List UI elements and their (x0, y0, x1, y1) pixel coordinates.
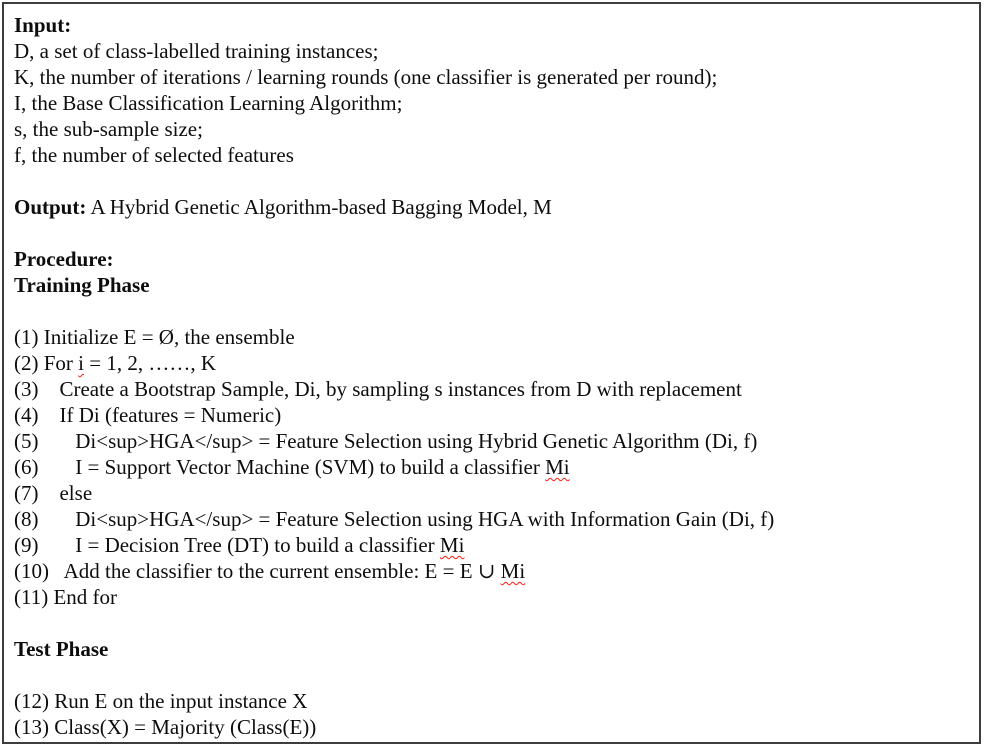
step-text: (8) Di<sup>HGA</sup> = Feature Selection using HGA with Information Gain (Di, f) (14, 507, 775, 531)
step-text: (9) I = Decision Tree (DT) to build a classifier (14, 533, 440, 557)
output-label: Output: (14, 195, 87, 219)
output-line (14, 194, 969, 220)
step-text: = 1, 2, ……, K (84, 351, 217, 375)
step-text: (6) I = Support Vector Machine (SVM) to build a classifier (14, 455, 546, 479)
blank-line (14, 168, 969, 194)
blank-line (14, 662, 969, 688)
step-text: (2) For (14, 351, 79, 375)
step-text: (7) else (14, 481, 93, 505)
step-4 (14, 402, 969, 428)
procedure-header-line (14, 246, 969, 272)
test-phase-header-line (14, 636, 969, 662)
input-line-i: I, the Base Classification Learning Algorithm; (14, 91, 403, 115)
step-2 (14, 350, 969, 376)
step-7 (14, 480, 969, 506)
step-text: (11) End for (14, 585, 118, 609)
step-text: (4) If Di (features = Numeric) (14, 403, 282, 427)
input-label: Input: (14, 13, 72, 37)
test-phase-label: Test Phase (14, 637, 109, 661)
procedure-label: Procedure: (14, 247, 114, 271)
algorithm-pseudocode-box (2, 2, 981, 744)
step-3 (14, 376, 969, 402)
step-13 (14, 714, 969, 740)
step-text: (3) Create a Bootstrap Sample, Di, by sampling s instances from D with replacement (14, 377, 742, 401)
step-6 (14, 454, 969, 480)
input-header-line (14, 12, 969, 38)
step-9 (14, 532, 969, 558)
input-line-s: s, the sub-sample size; (14, 117, 203, 141)
step-12 (14, 688, 969, 714)
step-text: (12) Run E on the input instance X (14, 689, 308, 713)
blank-line (14, 220, 969, 246)
input-line-k: K, the number of iterations / learning rounds (one classifier is generated per round); (14, 65, 718, 89)
step-5 (14, 428, 969, 454)
training-phase-label: Training Phase (14, 273, 150, 297)
step-8 (14, 506, 969, 532)
step-text: (10) Add the classifier to the current ensemble: E = E ∪ (14, 559, 501, 583)
step-text: (13) Class(X) = Majority (Class(E)) (14, 715, 317, 739)
blank-line (14, 610, 969, 636)
step-10 (14, 558, 969, 584)
output-text: A Hybrid Genetic Algorithm-based Bagging Model, M (86, 195, 552, 219)
blank-line (14, 298, 969, 324)
step-text: (5) Di<sup>HGA</sup> = Feature Selection using Hybrid Genetic Algorithm (Di, f) (14, 429, 758, 453)
spellcheck-word: Mi (439, 533, 465, 557)
spellcheck-word: Mi (500, 559, 526, 583)
step-11 (14, 584, 969, 610)
step-text: (1) Initialize E = Ø, the ensemble (14, 325, 295, 349)
spellcheck-word: Mi (545, 455, 570, 479)
training-phase-header-line (14, 272, 969, 298)
input-line-d: D, a set of class-labelled training instances; (14, 39, 379, 63)
step-1 (14, 324, 969, 350)
input-line-f: f, the number of selected features (14, 143, 294, 167)
spellcheck-word: i (78, 351, 85, 375)
